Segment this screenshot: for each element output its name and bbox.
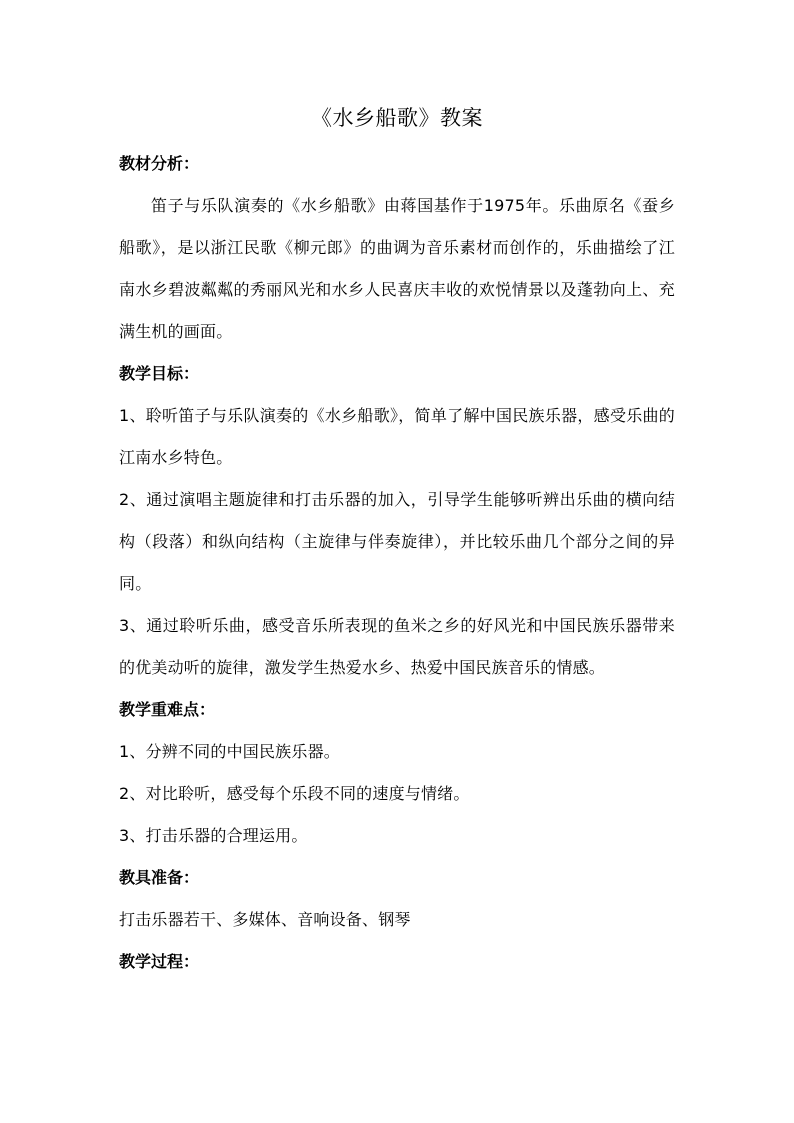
goal-item-3: 3、通过聆听乐曲，感受音乐所表现的鱼米之乡的好风光和中国民族乐器带来的优美动听的旋律，激发学生热爱水乡、热爱中国民族音乐的情感。 <box>119 616 675 677</box>
section-heading-analysis: 教材分析： <box>119 154 200 173</box>
section-heading-materials: 教具准备： <box>119 868 200 887</box>
analysis-paragraph: 笛子与乐队演奏的《水乡船歌》由蒋国基作于1975年。乐曲原名《蚕乡船歌》，是以浙江民歌《柳元郎》的曲调为音乐素材而创作的，乐曲描绘了江南水乡碧波粼粼的秀丽风光和水乡人民喜庆丰收的欢悦情景以及蓬勃向上、充满生机的画面。 <box>119 196 675 341</box>
key-point-item-2: 2、对比聆听，感受每个乐段不同的速度与情绪。 <box>119 784 470 803</box>
key-point-item-1: 1、分辨不同的中国民族乐器。 <box>119 742 340 761</box>
goal-item-1: 1、聆听笛子与乐队演奏的《水乡船歌》，简单了解中国民族乐器，感受乐曲的江南水乡特色。 <box>119 406 675 467</box>
goal-item-2: 2、通过演唱主题旋律和打击乐器的加入，引导学生能够听辨出乐曲的横向结构（段落）和纵向结构（主旋律与伴奏旋律），并比较乐曲几个部分之间的异同。 <box>119 490 675 593</box>
document-title: 《水乡船歌》教案 <box>311 106 483 130</box>
key-point-item-3: 3、打击乐器的合理运用。 <box>119 826 308 845</box>
document-body <box>119 143 675 983</box>
section-heading-key-points: 教学重难点： <box>119 700 216 719</box>
section-heading-goals: 教学目标： <box>119 364 200 383</box>
materials-paragraph: 打击乐器若干、多媒体、音响设备、钢琴 <box>119 910 411 929</box>
section-heading-process: 教学过程： <box>119 952 200 971</box>
